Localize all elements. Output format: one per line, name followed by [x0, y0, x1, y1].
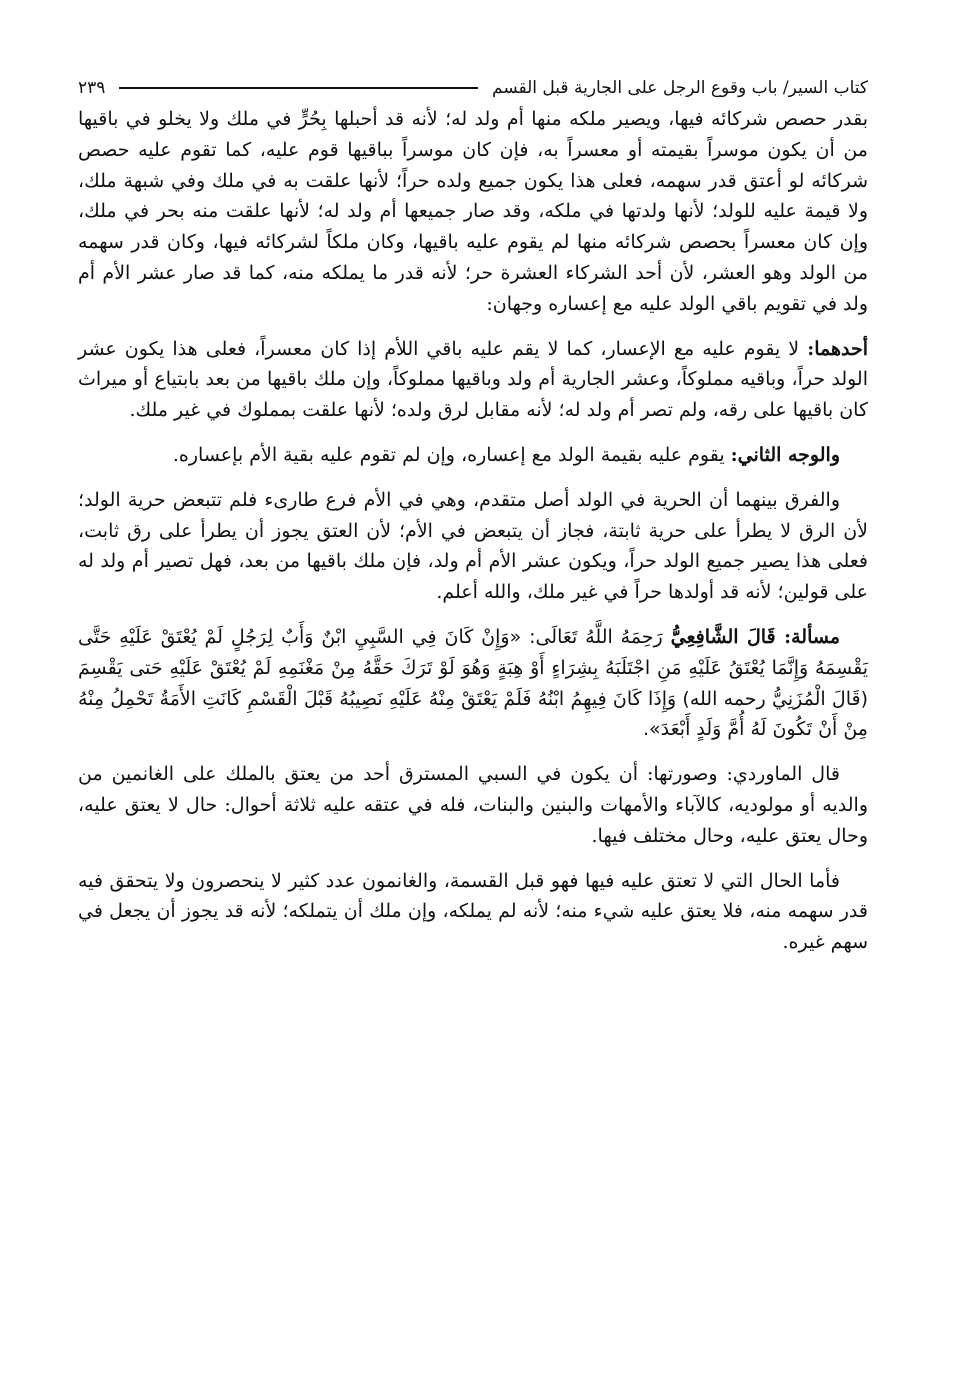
paragraph-text: رَحِمَهُ اللَّهُ تَعَالَى: «وَإِنْ كَانَ فِي السَّبِيِ ابْنٌ وَأَبٌ لِرَجُلٍ لَمْ يُعْتَقْ عَلَيْهِ حَتَّى يَقْسِمَهُ وَإِنَّمَا يُعْتَقُ عَلَيْهِ مَنِ اجْتَلَبَهُ بِشِرَاءٍ أَوْ هِبَةٍ وَهُوَ لَوْ تَرَكَ حَقَّهُ مِنْ مَغْنَمِهِ لَمْ يُعْتَقْ عَلَيْهِ حَتى يَقْسِمَ (قَالَ الْمُزَنِيُّ رحمه الله) وَإِذَا كَانَ فِيهِمُ ابْنُهُ فَلَمْ يَعْتَقْ مِنْهُ عَلَيْهِ نَصِيبُهُ قَبْلَ الْقَسْمِ كَانَتِ الأَمَةُ تَحْمِلُ مِنْهُ مِنْ أَنْ تَكُونَ لَهُ أُمَّ وَلَدٍ أَبْعَدَ».: [78, 625, 868, 741]
paragraph-6: [78, 759, 868, 851]
paragraph-text: بقدر حصص شركائه فيها، ويصير ملكه منها أم ولد له؛ لأنه قد أحبلها بِحُرٍّ في ملك ولا يخلو في باقيها من أن يكون موسراً بقيمته أو معسراً به، فإن كان موسراً بباقيها قوم عليه، كما تقوم عليه حصص شركائه لو أعتق قدر سهمه، فعلى هذا يكون جميع ولده حراً؛ لأنها علقت به في ملك وفي شبهة ملك، ولا قيمة عليه للولد؛ لأنها ولدتها في ملكه، وقد صار جميعها أم ولد له؛ لأنها علقت منه بحر في ملك، وإن كان معسراً بحصص شركائه منها لم يقوم عليه باقيها، وكان ملكاً لشركائه فيها، وكان قدر سهمه من الولد وهو العشر، لأن أحد الشركاء العشرة حر؛ لأنه قدر ما يملكه منه، كما قد صار عشر الأم أم ولد في تقويم باقي الولد عليه مع إعساره وجهان:: [78, 108, 868, 315]
paragraph-1: [78, 104, 868, 320]
running-header: [78, 72, 868, 104]
paragraph-3: [78, 440, 868, 471]
paragraph-4: [78, 485, 868, 608]
paragraph-2: [78, 334, 868, 426]
page-number: ٢٣٩: [78, 78, 106, 98]
paragraph-lead: مسألة: قَالَ الشَّافِعِيُّ: [670, 625, 841, 648]
paragraph-text: يقوم عليه بقيمة الولد مع إعساره، وإن لم تقوم عليه بقية الأم بإعساره.: [172, 443, 725, 466]
paragraph-lead: أحدهما:: [807, 337, 868, 360]
paragraph-text: قال الماوردي: وصورتها: أن يكون في السبي المسترق أحد من يعتق بالملك على الغانمين من والديه أو مولوديه، كالآباء والأمهات والبنين والبنات، فله في عتقه عليه ثلاثة أحوال: حال لا يعتق عليه، وحال يعتق عليه، وحال مختلف فيها.: [78, 763, 868, 847]
book-page: [78, 72, 868, 958]
paragraph-text: لا يقوم عليه مع الإعسار، كما لا يقم عليه باقي اللأم إذا كان معسراً، فعلى هذا يكون عشر الولد حراً، وباقيه مملوكاً، وعشر الجارية أم ولد وباقيها مملوكاً، وإن ملك باقيها من بعد بابتياع أو ميراث كان باقيها على رقه، ولم تصر أم ولد له؛ لأنه مقابل لرق ولده؛ لأنها علقت بمملوك في غير ملك.: [78, 337, 868, 422]
paragraph-5: [78, 622, 868, 745]
paragraph-7: [78, 866, 868, 958]
header-rule: [119, 87, 478, 89]
header-title: كتاب السير/ باب وقوع الرجل على الجارية قبل القسم: [492, 78, 868, 98]
paragraph-lead: والوجه الثاني:: [730, 443, 840, 466]
paragraph-text: والفرق بينهما أن الحرية في الولد أصل متقدم، وهي في الأم فرع طارىء فلم تتبعض حرية الولد؛ لأن الرق لا يطرأ على حرية ثابتة، فجاز أن يتبعض في الأم؛ لأن العتق يجوز أن يطرأ على رق ثابت، فعلى هذا يصير جميع الولد حراً، ويكون عشر الأم أم ولد، فإن ملك باقيها من بعد، فهل تصير أم ولد له على قولين؛ لأنه قد أولدها حراً في غير ملك، والله أعلم.: [78, 488, 868, 604]
paragraph-text: فأما الحال التي لا تعتق عليه فيها فهو قبل القسمة، والغانمون عدد كثير لا ينحصرون ولا يتحقق فيه قدر سهمه منه، فلا يعتق عليه شيء منه؛ لأنه لم يملكه، وإن ملك أن يتملكه؛ لأنه قد يجوز أن يجعل في سهم غيره.: [78, 869, 868, 954]
